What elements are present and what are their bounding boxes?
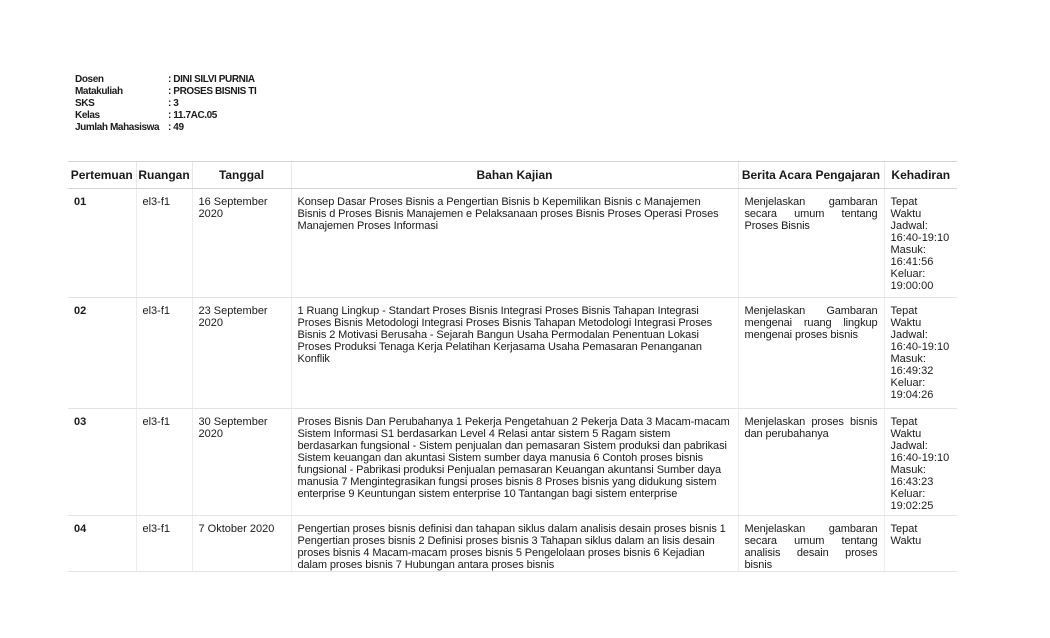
info-label: Matakuliah (75, 86, 123, 97)
header-tanggal: Tanggal (192, 162, 291, 189)
kehadiran-status: Tepat Waktu (890, 305, 922, 329)
cell-berita-acara: Menjelaskan gambaran secara umum tentang Proses Bisnis (738, 189, 884, 298)
table-row (68, 516, 957, 572)
header-kehadiran: Kehadiran (884, 162, 957, 189)
info-label: Jumlah Mahasiswa (75, 122, 160, 133)
info-value: : 11.7AC.05 (168, 110, 217, 121)
info-label: Kelas (75, 110, 100, 121)
attendance-table (68, 161, 957, 572)
kehadiran-line: 19:04:26 (890, 389, 934, 401)
header-ruangan: Ruangan (136, 162, 192, 189)
cell-bahan-kajian: 1 Ruang Lingkup - Standart Proses Bisnis Integrasi Proses Bisnis Tahapan Integrasi Proses Bisnis Metodologi Integrasi Proses Bisnis Tahapan Metodologi Integrasi Proses Bisnis 2 Motivasi Berusaha - Sejarah Bangun Usaha Permodalan Penentuan Lokasi Proses Produksi Tenaga Kerja Pelatihan Kerjasama Usaha Pemasaran Penanganan Konflik (291, 298, 738, 409)
kehadiran-line: 16:43:23 (890, 476, 934, 488)
kehadiran-line: Keluar: (890, 268, 926, 280)
cell-ruangan: el3-f1 (136, 189, 192, 298)
kehadiran-line: 16:40-19:10 (890, 341, 950, 353)
cell-pertemuan: 01 (68, 189, 136, 298)
cell-berita-acara: Menjelaskan proses bisnis dan perubahanya (738, 409, 884, 516)
kehadiran-line: Jadwal: (890, 220, 928, 232)
info-label: SKS (75, 98, 95, 109)
cell-tanggal: 30 September 2020 (192, 409, 291, 516)
cell-pertemuan: 03 (68, 409, 136, 516)
info-row-dosen (75, 74, 256, 86)
cell-kehadiran (884, 189, 957, 298)
kehadiran-status: Tepat Waktu (890, 196, 922, 220)
kehadiran-line: 16:40-19:10 (890, 452, 950, 464)
cell-kehadiran (884, 516, 957, 572)
kehadiran-line: 19:02:25 (890, 500, 934, 512)
cell-berita-acara: Menjelaskan gambaran secara umum tentang analisis desain proses bisnis (738, 516, 884, 572)
header-berita-acara: Berita Acara Pengajaran (738, 162, 884, 189)
kehadiran-line: 16:41:56 (890, 256, 934, 268)
header-bahan-kajian: Bahan Kajian (291, 162, 738, 189)
cell-ruangan: el3-f1 (136, 409, 192, 516)
kehadiran-line: Keluar: (890, 488, 926, 500)
course-info (75, 74, 256, 134)
cell-bahan-kajian: Konsep Dasar Proses Bisnis a Pengertian Bisnis b Kepemilikan Bisnis c Manajemen Bisnis d Proses Bisnis Manajemen e Pelaksanaan proses Bisnis Proses Operasi Proses Manajemen Proses Informasi (291, 189, 738, 298)
kehadiran-line: Keluar: (890, 377, 926, 389)
cell-pertemuan: 04 (68, 516, 136, 572)
cell-bahan-kajian: Proses Bisnis Dan Perubahanya 1 Pekerja Pengetahuan 2 Pekerja Data 3 Macam-macam Sistem Informasi S1 berdasarkan Level 4 Relasi antar sistem 5 Ragam sistem berdasarkan fungsional - Sistem penjualan dan pemasaran Sistem produksi dan pabrikasi Sistem keuangan dan akuntasi Sistem sumber daya manusia 6 Contoh proses bisnis fungsional - Pabrikasi produksi Penjualan pemasaran Keuangan akuntansi Sumber daya manusia 7 Mengintegrasikan fungsi proses bisnis 8 Proses bisnis yang didukung sistem enterprise 9 Keuntungan sistem enterprise 10 Tantangan bagi sistem enterprise (291, 409, 738, 516)
cell-ruangan: el3-f1 (136, 298, 192, 409)
info-row-jumlah-mahasiswa (75, 122, 256, 134)
kehadiran-line: 16:40-19:10 (890, 232, 950, 244)
cell-tanggal: 16 September 2020 (192, 189, 291, 298)
kehadiran-line: Jadwal: (890, 329, 928, 341)
cell-tanggal: 7 Oktober 2020 (192, 516, 291, 572)
cell-berita-acara: Menjelaskan Gambaran mengenai ruang lingkup mengenai proses bisnis (738, 298, 884, 409)
info-row-sks (75, 98, 256, 110)
info-row-matakuliah (75, 86, 256, 98)
cell-pertemuan: 02 (68, 298, 136, 409)
kehadiran-line: 19:00:00 (890, 280, 934, 292)
kehadiran-line: Masuk: (890, 244, 926, 256)
cell-bahan-kajian: Pengertian proses bisnis definisi dan tahapan siklus dalam analisis desain proses bisnis 1 Pengertian proses bisnis 2 Definisi proses bisnis 3 Tahapan siklus dalam an lisis desain proses bisnis 4 Macam-macam proses bisnis 5 Pengelolaan proses bisnis 6 Kejadian dalam proses bisnis 7 Hubungan antara proses bisnis (291, 516, 738, 572)
cell-kehadiran (884, 409, 957, 516)
info-value: : 3 (168, 98, 179, 109)
kehadiran-line: Masuk: (890, 353, 926, 365)
info-row-kelas (75, 110, 256, 122)
kehadiran-line: Jadwal: (890, 440, 928, 452)
kehadiran-status: Tepat Waktu (890, 416, 922, 440)
cell-tanggal: 23 September 2020 (192, 298, 291, 409)
header-pertemuan: Pertemuan (68, 162, 136, 189)
table-row (68, 189, 957, 298)
kehadiran-line: 16:49:32 (890, 365, 934, 377)
table-header-row (68, 162, 957, 189)
table-row (68, 409, 957, 516)
info-value: : PROSES BISNIS TI (168, 86, 257, 97)
kehadiran-status: Tepat Waktu (890, 523, 922, 547)
table-row (68, 298, 957, 409)
info-value: : DINI SILVI PURNIA (168, 74, 255, 85)
info-value: : 49 (168, 122, 184, 133)
kehadiran-line: Masuk: (890, 464, 926, 476)
info-label: Dosen (75, 74, 104, 85)
cell-kehadiran (884, 298, 957, 409)
cell-ruangan: el3-f1 (136, 516, 192, 572)
